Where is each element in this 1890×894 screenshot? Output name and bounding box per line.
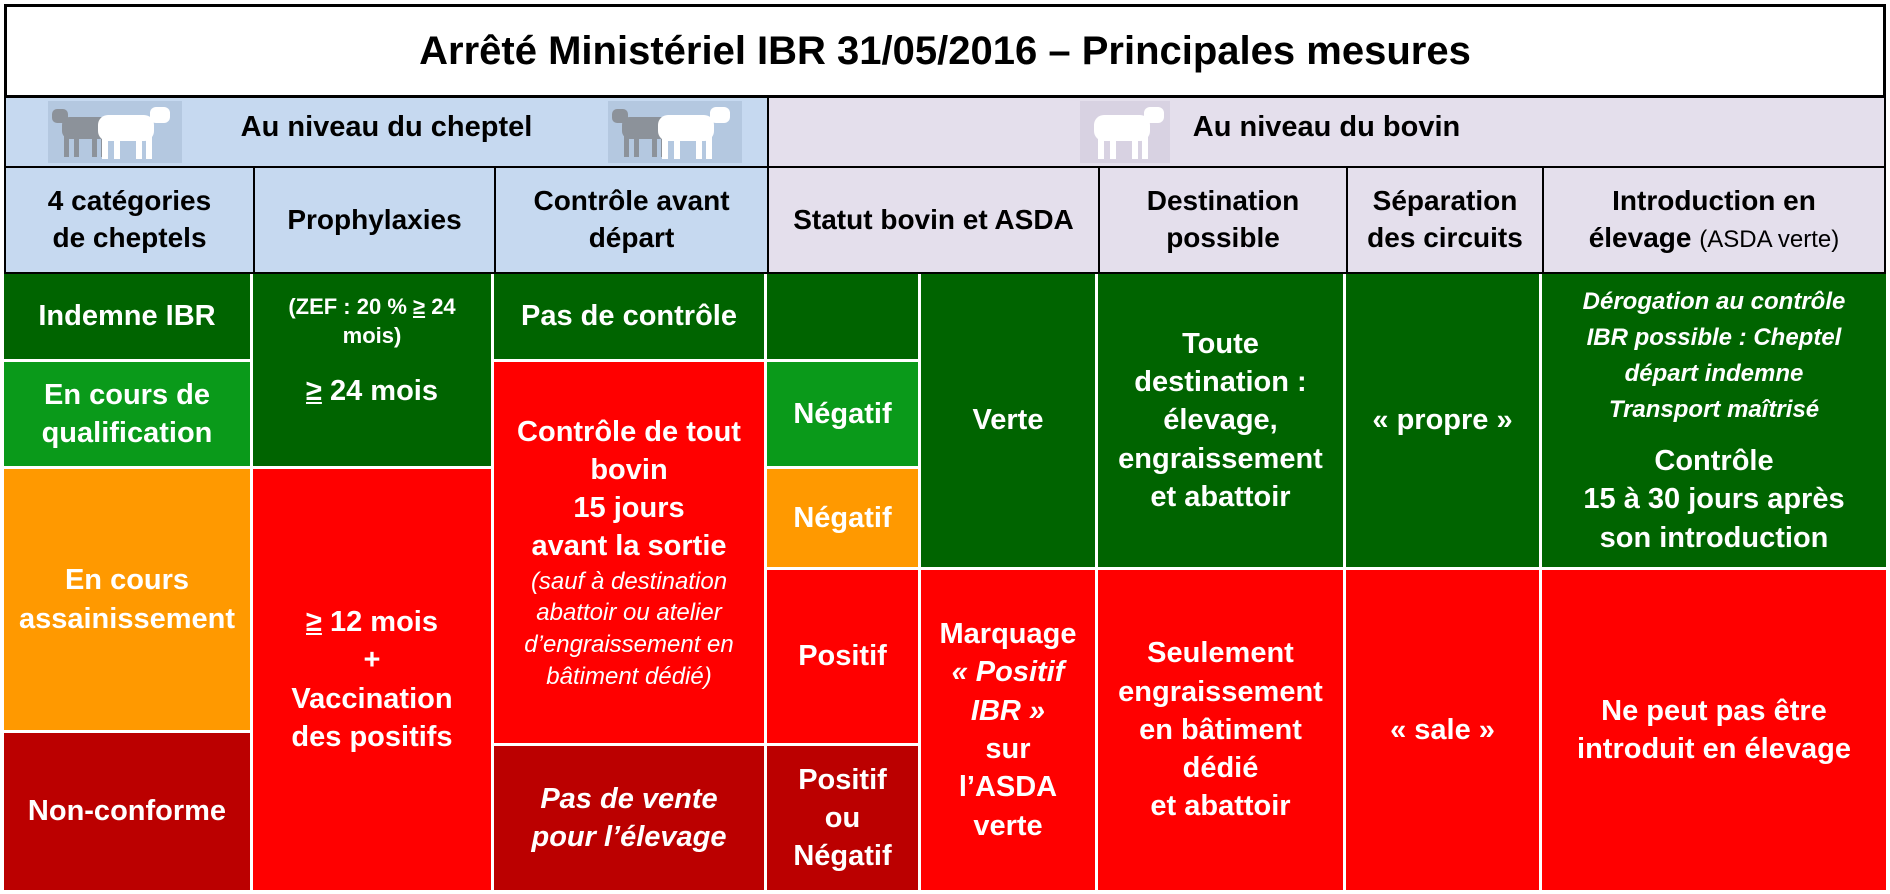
title-text: Arrêté Ministériel IBR 31/05/2016 – Principales mesures — [419, 28, 1471, 73]
destination-green-line5: et abattoir — [1150, 480, 1291, 513]
category-non-conforme — [4, 733, 253, 890]
statut-empty — [767, 274, 921, 362]
controle-red-line4: avant la sortie — [531, 530, 727, 563]
controle-red-line2: bovin — [590, 453, 668, 486]
prophylaxie-green — [253, 274, 494, 469]
derogation-line2: IBR possible : Cheptel — [1586, 324, 1842, 352]
introduction-red-line2: introduit en élevage — [1577, 733, 1851, 765]
header-statut — [767, 166, 1100, 274]
asda-marquage-line1: Marquage — [939, 618, 1077, 651]
header-separation — [1346, 166, 1544, 274]
header-destination-line1: Destination — [1146, 185, 1300, 217]
separation-sale-label: « sale » — [1390, 713, 1495, 746]
category-assainissement-line2: assainissement — [18, 602, 235, 635]
cow-pair-icon — [608, 101, 742, 163]
controle-no-sale-line1: Pas de vente — [540, 782, 718, 815]
destination-green-line2: destination : — [1134, 366, 1307, 399]
prophylaxie-zef-note — [288, 292, 455, 321]
statut-positif-ou-negatif — [767, 746, 921, 890]
statut-positif-label: Positif — [798, 640, 887, 673]
destination-green-line4: engraissement — [1118, 442, 1323, 475]
prophylaxie-vaccination: Vaccination — [291, 682, 453, 715]
asda-verte-label: Verte — [972, 404, 1044, 437]
zef-note-symbol: ≥ — [413, 294, 426, 319]
prophylaxie-red — [253, 469, 494, 890]
header-separation-line2: des circuits — [1367, 222, 1523, 253]
zef-note-part1: (ZEF : 20 % — [288, 294, 413, 319]
destination-green-line1: Toute — [1182, 327, 1259, 360]
controle-red-line3: 15 jours — [573, 492, 685, 525]
asda-marquage-line3: IBR » — [970, 694, 1046, 727]
controle-note-line1: (sauf à destination — [530, 567, 728, 595]
prophylaxie-positifs: des positifs — [291, 720, 453, 753]
header-prophylaxies — [253, 166, 496, 274]
separation-sale — [1346, 570, 1542, 890]
asda-marquage-line5: l’ASDA — [958, 771, 1058, 804]
header-introduction-line2 — [1589, 220, 1840, 257]
category-qualification — [4, 362, 253, 469]
introduction-red — [1542, 570, 1886, 890]
zef-note-part3: mois) — [342, 323, 402, 349]
header-separation-line1: Séparation — [1372, 185, 1518, 217]
page-title — [4, 4, 1886, 98]
destination-red — [1098, 570, 1346, 890]
section-bovin-label: Au niveau du bovin — [1192, 111, 1461, 143]
asda-marquage-line2: « Positif — [951, 656, 1065, 689]
header-destination — [1098, 166, 1348, 274]
cow-icon — [1080, 101, 1170, 163]
statut-negatif-label: Négatif — [793, 397, 892, 430]
statut-pon-line1: Positif — [798, 763, 887, 796]
destination-red-line4: dédié — [1182, 752, 1259, 785]
statut-pon-line3: Négatif — [793, 840, 892, 873]
controle-red-line1: Contrôle de tout — [517, 415, 741, 448]
controle-red — [494, 362, 767, 746]
asda-marquage-line4: sur — [985, 733, 1031, 765]
separation-propre — [1346, 274, 1542, 570]
header-controle — [494, 166, 769, 274]
category-assainissement — [4, 469, 253, 733]
header-controle-line1: Contrôle avant — [533, 185, 730, 217]
cow-pair-icon — [48, 101, 182, 163]
category-qualification-line2: qualification — [41, 417, 213, 449]
controle-note-line2: abattoir ou atelier — [536, 599, 722, 627]
section-bovin — [767, 96, 1886, 168]
derogation-line4: Transport maîtrisé — [1608, 396, 1820, 424]
section-cheptel-label: Au niveau du cheptel — [240, 111, 533, 143]
controle-note-line3: d’engraissement en — [524, 631, 734, 659]
statut-positif — [767, 570, 921, 746]
category-indemne — [4, 274, 253, 362]
zef-note-part2: 24 — [425, 294, 456, 319]
statut-negatif-2 — [767, 469, 921, 570]
prophylaxie-24-mois — [306, 372, 438, 410]
prophylaxie-24-symbol: ≥ — [306, 375, 322, 408]
controle-note-line4: bâtiment dédié) — [546, 662, 712, 690]
introduction-controle-line2: 15 à 30 jours après — [1583, 483, 1845, 516]
derogation-line3: départ indemne — [1624, 360, 1804, 388]
statut-negatif-2-label: Négatif — [793, 501, 892, 534]
header-introduction-asda-note: (ASDA verte) — [1699, 226, 1840, 253]
introduction-controle-line1: Contrôle — [1654, 445, 1774, 478]
header-statut-label: Statut bovin et ASDA — [793, 203, 1074, 235]
controle-no-sale-line2: pour l’élevage — [531, 821, 727, 853]
destination-red-line5: et abattoir — [1150, 790, 1291, 823]
header-introduction — [1542, 166, 1886, 274]
statut-negatif — [767, 362, 921, 469]
prophylaxie-plus: + — [363, 644, 381, 677]
asda-marquage-line6: verte — [973, 809, 1043, 842]
header-controle-line2: départ — [588, 222, 675, 253]
category-non-conforme-label: Non-conforme — [27, 795, 227, 828]
destination-red-line3: en bâtiment — [1139, 713, 1302, 746]
header-introduction-line1: Introduction en — [1612, 185, 1816, 217]
destination-red-line1: Seulement — [1147, 637, 1294, 670]
header-categories-line1: 4 catégories — [47, 185, 212, 217]
prophylaxie-12-text: 12 mois — [321, 605, 438, 638]
header-prophylaxies-label: Prophylaxies — [287, 203, 462, 235]
destination-green — [1098, 274, 1346, 570]
category-indemne-label: Indemne IBR — [38, 300, 216, 333]
introduction-red-line1: Ne peut pas être — [1601, 694, 1827, 727]
destination-green-line3: élevage, — [1163, 404, 1278, 437]
asda-marquage — [921, 570, 1098, 890]
controle-none — [494, 274, 767, 362]
derogation-line1: Dérogation au contrôle — [1582, 288, 1846, 316]
statut-pon-line2: ou — [824, 801, 861, 834]
controle-none-label: Pas de contrôle — [521, 300, 737, 333]
category-qualification-line1: En cours de — [44, 378, 210, 411]
introduction-controle-line3: son introduction — [1599, 521, 1829, 554]
destination-red-line2: engraissement — [1118, 675, 1323, 708]
category-assainissement-line1: En cours — [64, 564, 190, 597]
prophylaxie-12-symbol: ≥ — [306, 605, 322, 638]
prophylaxie-24-text: 24 mois — [321, 375, 438, 408]
header-destination-line2: possible — [1166, 222, 1280, 253]
header-categories — [4, 166, 255, 274]
separation-propre-label: « propre » — [1372, 404, 1513, 437]
asda-verte — [921, 274, 1098, 570]
introduction-green — [1542, 274, 1886, 570]
controle-no-sale — [494, 746, 767, 890]
header-introduction-elevage: élevage — [1588, 222, 1692, 253]
prophylaxie-12-mois — [306, 603, 438, 641]
header-categories-line2: de cheptels — [52, 222, 207, 253]
